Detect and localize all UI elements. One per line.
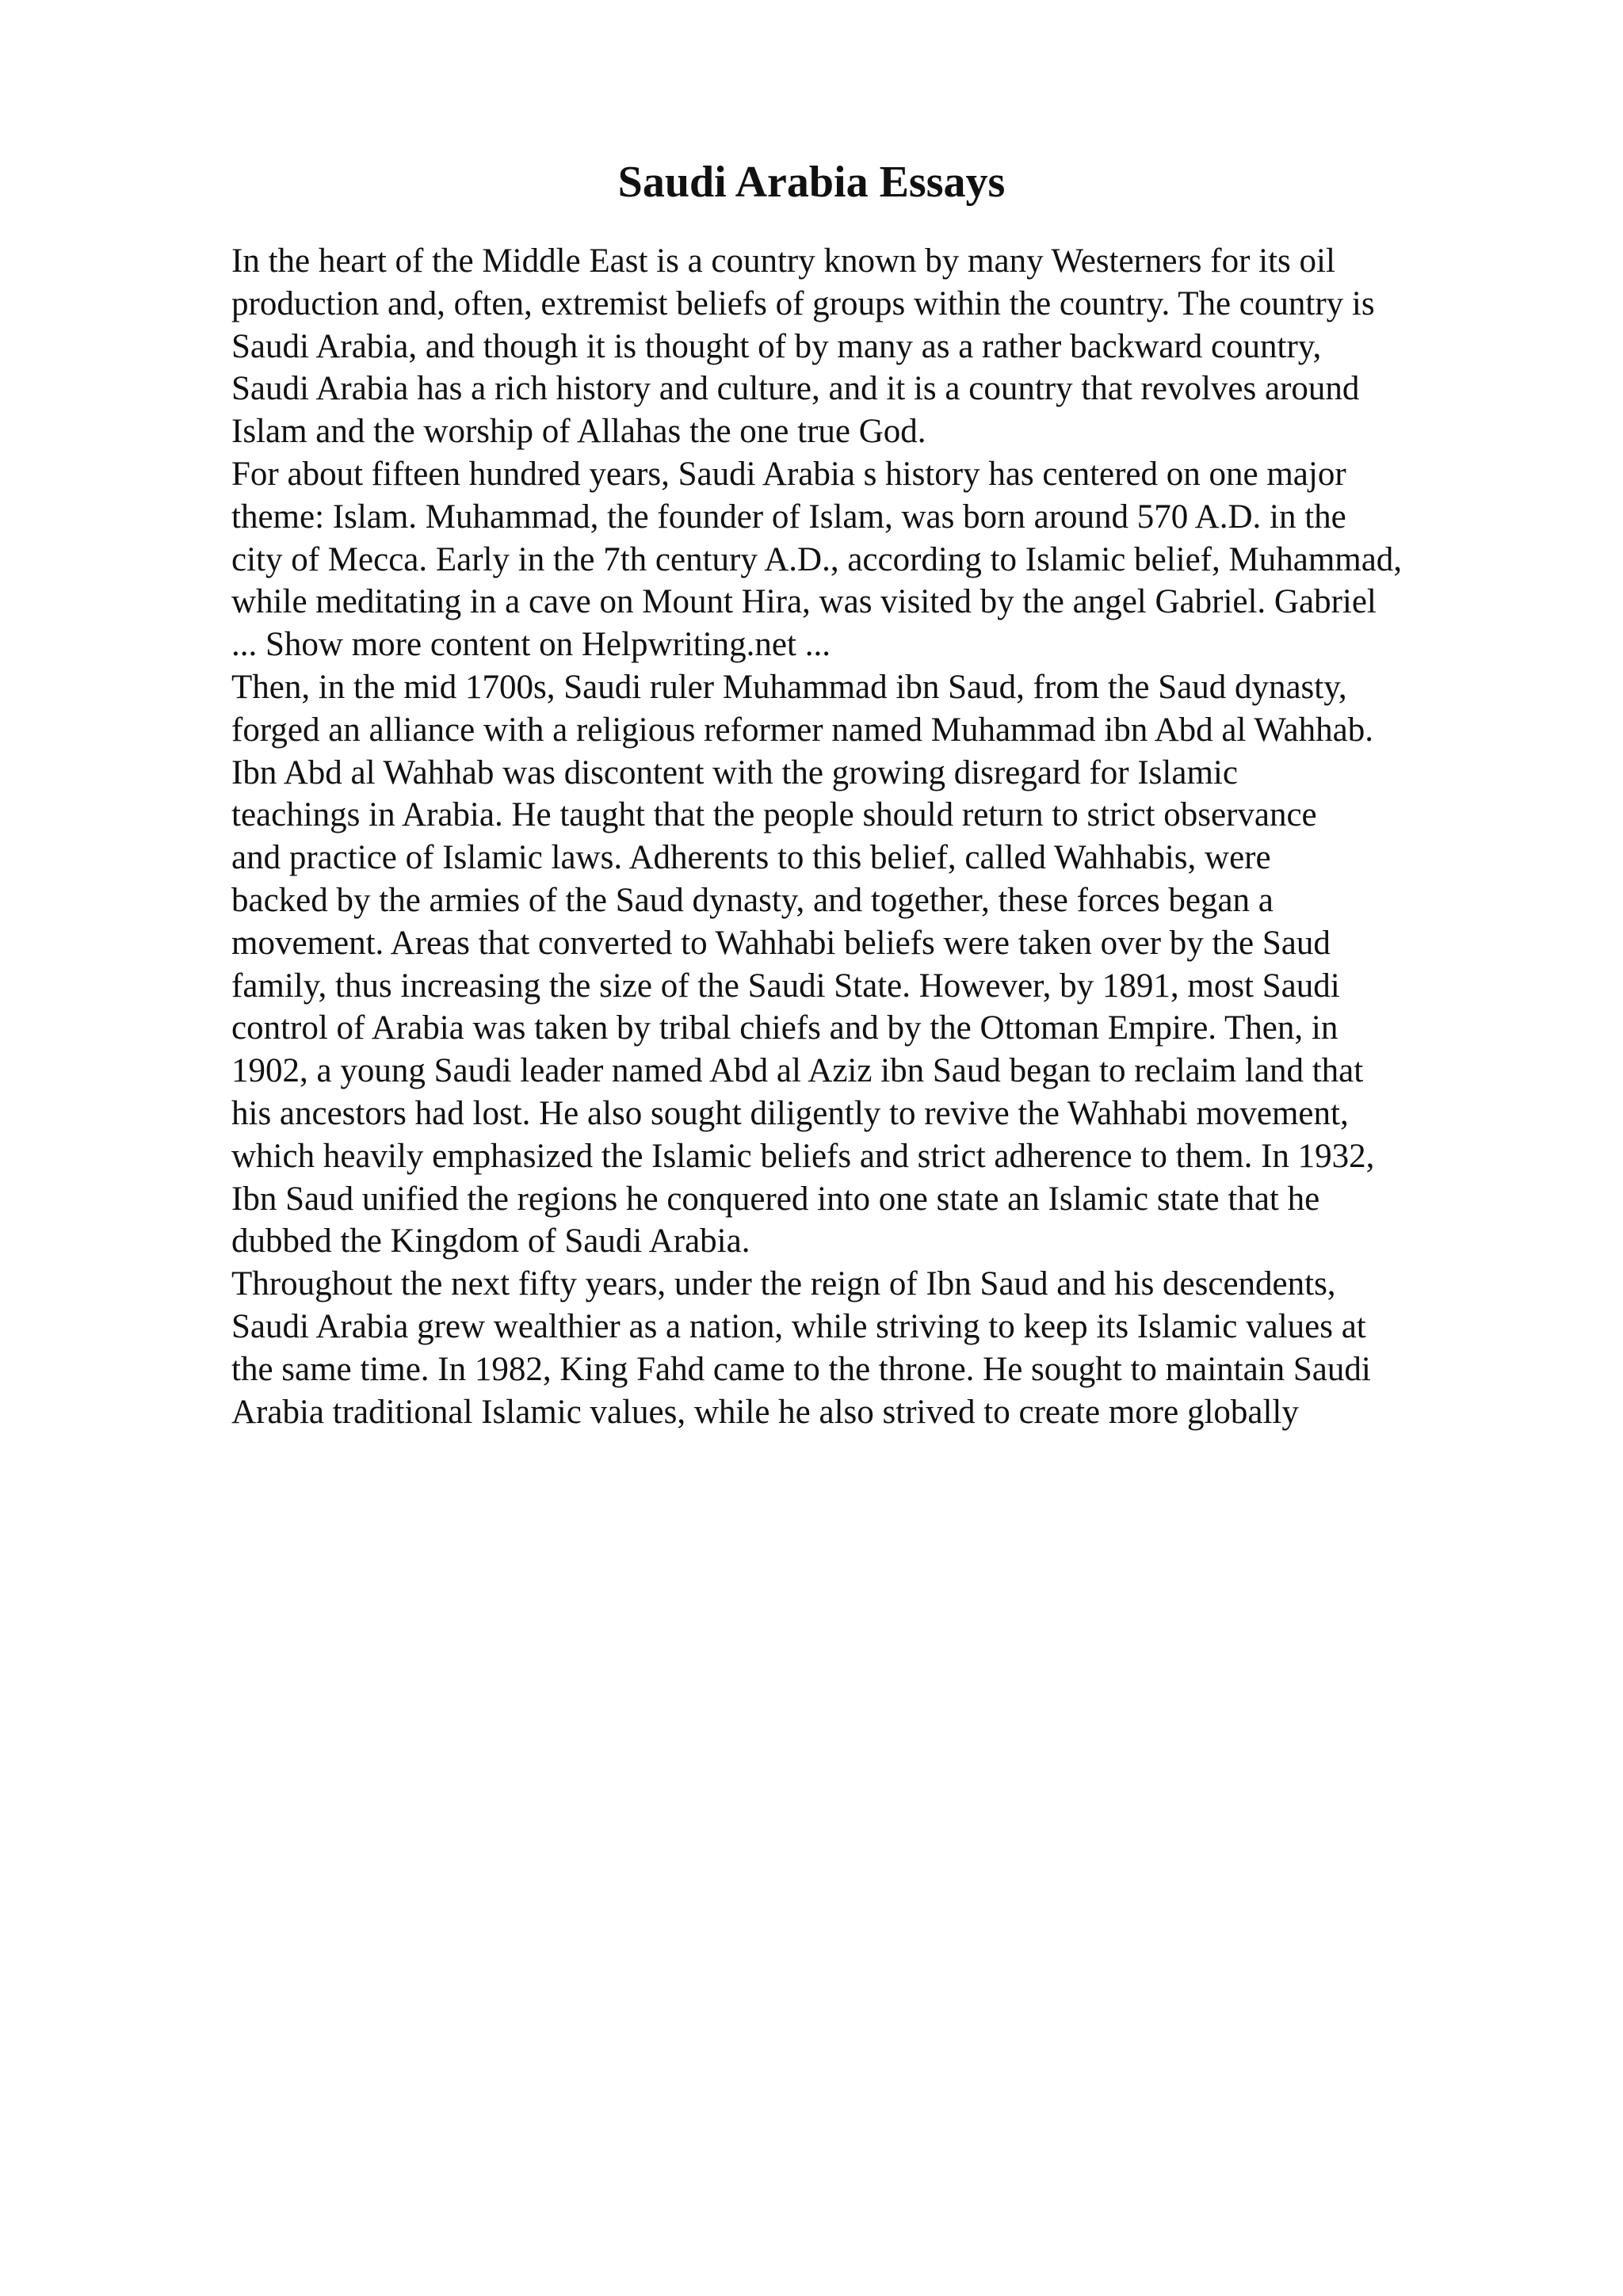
text-line: Saudi Arabia grew wealthier as a nation, while striving to keep its Islamic values at xyxy=(231,1307,1366,1345)
text-line: forged an alliance with a religious reformer named Muhammad ibn Abd al Wahhab. xyxy=(231,711,1373,749)
text-line: Throughout the next fifty years, under the reign of Ibn Saud and his descendents, xyxy=(231,1265,1336,1303)
show-more-line: ... Show more content on Helpwriting.net ... xyxy=(231,626,831,664)
text-line: For about fifteen hundred years, Saudi Arabia s history has centered on one major xyxy=(231,455,1346,493)
text-line: Then, in the mid 1700s, Saudi ruler Muhammad ibn Saud, from the Saud dynasty, xyxy=(231,668,1347,706)
text-line: dubbed the Kingdom of Saudi Arabia. xyxy=(231,1222,750,1261)
text-line: family, thus increasing the size of the Saudi State. However, by 1891, most Saudi xyxy=(231,967,1340,1005)
text-line: teachings in Arabia. He taught that the people should return to strict observance xyxy=(231,796,1317,834)
text-line: movement. Areas that converted to Wahhabi beliefs were taken over by the Saud xyxy=(231,924,1331,962)
text-line: production and, often, extremist beliefs of groups within the country. The country is xyxy=(231,284,1375,322)
text-line: his ancestors had lost. He also sought diligently to revive the Wahhabi movement, xyxy=(231,1094,1349,1132)
text-line: which heavily emphasized the Islamic beliefs and strict adherence to them. In 1932, xyxy=(231,1137,1375,1175)
text-line: and practice of Islamic laws. Adherents to this belief, called Wahhabis, were xyxy=(231,839,1271,877)
text-line: Ibn Abd al Wahhab was discontent with the growing disregard for Islamic xyxy=(231,753,1238,791)
text-line: backed by the armies of the Saud dynasty, and together, these forces began a xyxy=(231,881,1274,919)
text-line: Saudi Arabia, and though it is thought of by many as a rather backward country, xyxy=(231,327,1322,365)
document-title: Saudi Arabia Essays xyxy=(617,158,1006,207)
document-body xyxy=(231,240,1563,1433)
text-line: city of Mecca. Early in the 7th century A.D., according to Islamic belief, Muhammad, xyxy=(231,540,1403,578)
text-line: In the heart of the Middle East is a country known by many Westerners for its oil xyxy=(231,242,1335,280)
text-line: while meditating in a cave on Mount Hira, was visited by the angel Gabriel. Gabriel xyxy=(231,583,1377,621)
text-line: Arabia traditional Islamic values, while he also strived to create more globally xyxy=(231,1393,1299,1431)
text-line: the same time. In 1982, King Fahd came to the throne. He sought to maintain Saudi xyxy=(231,1350,1371,1388)
text-line: Islam and the worship of Allahas the one true God. xyxy=(231,413,926,451)
text-line: Saudi Arabia has a rich history and culture, and it is a country that revolves around xyxy=(231,370,1360,408)
text-line: 1902, a young Saudi leader named Abd al Aziz ibn Saud began to reclaim land that xyxy=(231,1052,1364,1090)
text-line: control of Arabia was taken by tribal chiefs and by the Ottoman Empire. Then, in xyxy=(231,1009,1338,1047)
text-line: theme: Islam. Muhammad, the founder of Islam, was born around 570 A.D. in the xyxy=(231,498,1346,536)
text-line: Ibn Saud unified the regions he conquered into one state an Islamic state that he xyxy=(231,1180,1320,1218)
